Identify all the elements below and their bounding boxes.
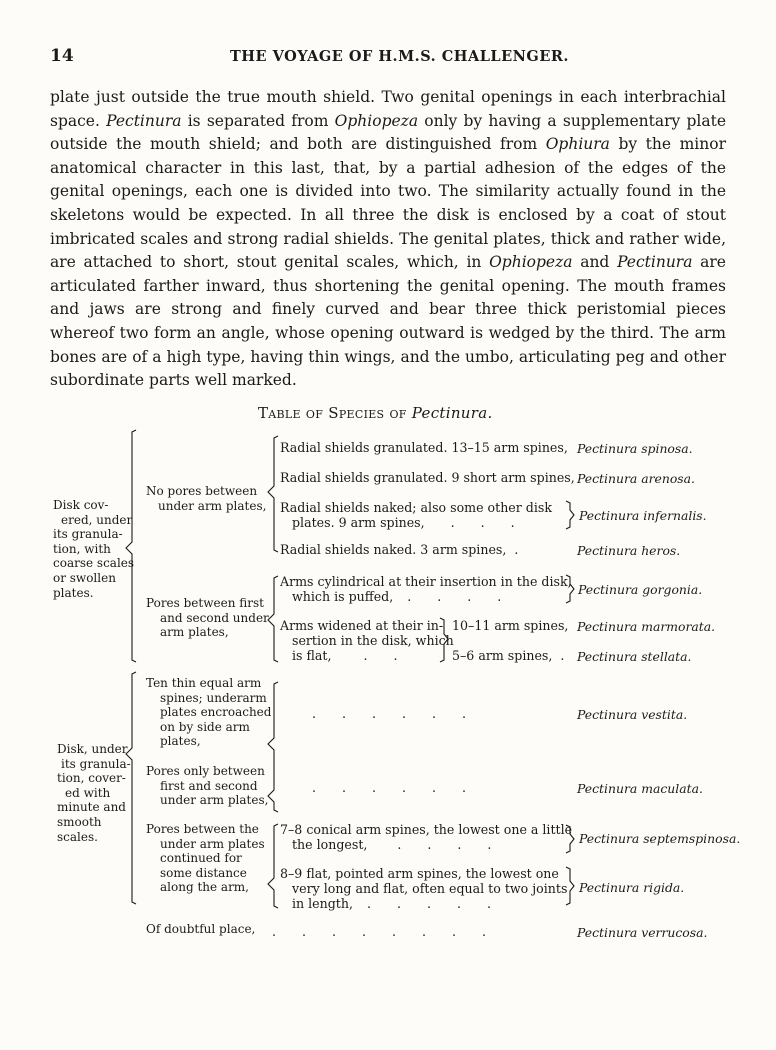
desc-line — [280, 648, 454, 663]
disk-coarse-label — [53, 498, 134, 600]
label-line: and second under — [160, 610, 269, 625]
row-infernalis-desc — [280, 500, 552, 530]
label-line: minute and — [57, 800, 126, 815]
label-line: plates. — [53, 585, 94, 600]
label-line: Disk cov- — [53, 498, 109, 512]
label-line: scales. — [57, 829, 98, 844]
brace-no-pores — [268, 436, 278, 552]
leader-dots: . — [560, 648, 565, 663]
label-line: Pores between the — [146, 822, 259, 836]
row-gorgonia-desc — [280, 574, 572, 604]
label-line: ed with — [65, 785, 111, 800]
group-pores-first-second — [146, 596, 269, 640]
desc-line: very long and flat, often equal to two joints — [292, 881, 568, 897]
running-title: THE VOYAGE OF H.M.S. CHALLENGER. — [230, 48, 569, 65]
species-rigida: Pectinura rigida. — [579, 880, 685, 895]
label-line: Disk, under — [57, 742, 128, 756]
species-vestita: Pectinura vestita. — [577, 707, 688, 722]
label-line: Ten thin equal arm — [146, 676, 262, 690]
page-number: 14 — [50, 46, 74, 66]
label-line: No pores between — [146, 484, 258, 498]
label-line: on by side arm — [160, 719, 250, 734]
body-sentence: and — [572, 253, 618, 272]
row-widened-desc — [280, 618, 454, 664]
desc-line: Arms cylindrical at their insertion in the disk, — [280, 574, 572, 589]
desc-line — [280, 515, 552, 530]
label-line: along the arm, — [160, 880, 249, 895]
species-septemspinosa: Pectinura septemspinosa. — [579, 831, 741, 846]
species-infernalis: Pectinura infernalis. — [579, 508, 707, 523]
desc-line: 8–9 flat, pointed arm spines, the lowest one — [280, 866, 559, 881]
label-line: tion, with — [53, 541, 111, 556]
row-stellata-desc — [452, 648, 564, 663]
row-septem-desc — [280, 822, 572, 852]
brace-continued — [268, 824, 278, 908]
label-line: ered, under — [61, 512, 133, 527]
table-title-prefix: Table of Species of — [258, 404, 407, 422]
desc-line: 7–8 conical arm spines, the lowest one a little — [280, 822, 573, 837]
species-gorgonia: Pectinura gorgonia. — [578, 582, 703, 597]
label-line: plates encroached — [160, 705, 272, 720]
body-sentence: only by having a supplementary plate outside the mouth shield; and both are distinguished from — [50, 111, 726, 154]
label-line: its granula- — [61, 756, 131, 771]
group-pores-continued — [146, 822, 265, 895]
desc-line — [280, 896, 567, 911]
species-stellata: Pectinura stellata. — [577, 649, 692, 664]
genus-name: Ophiura — [545, 135, 610, 154]
genus-name: Pectinura — [617, 253, 693, 272]
leader-dots: .... — [407, 589, 528, 605]
species-spinosa: Pectinura spinosa. — [577, 441, 693, 456]
genus-name: Ophiopeza — [489, 253, 573, 272]
desc-line — [280, 837, 572, 852]
row-arenosa-desc: Radial shields granulated. 9 short arm spines, — [280, 470, 575, 485]
label-line: continued for — [160, 851, 242, 866]
label-line: some distance — [160, 865, 247, 880]
disk-minute-label — [57, 742, 131, 844]
body-sentence: is separated from — [181, 111, 335, 130]
species-arenosa: Pectinura arenosa. — [577, 471, 695, 486]
label-line: arm plates, — [160, 625, 229, 640]
group-no-pores — [146, 484, 266, 513]
leader-dots: ...... — [312, 706, 493, 721]
species-verrucosa: Pectinura verrucosa. — [577, 925, 708, 940]
table-title-genus: Pectinura. — [411, 404, 493, 422]
desc-line: Radial shields naked; also some other disk — [280, 500, 552, 515]
label-line: Pores between first — [146, 596, 264, 610]
desc-line — [280, 589, 572, 604]
species-heros: Pectinura heros. — [577, 543, 681, 558]
desc-text: which is puffed, — [292, 589, 394, 605]
desc-line: Arms widened at their in- — [280, 618, 444, 633]
genus-name: Ophiopeza — [334, 111, 419, 130]
label-line: smooth — [57, 814, 102, 829]
desc-text: the longest, — [292, 837, 368, 853]
species-maculata: Pectinura maculata. — [577, 781, 703, 796]
brace-pores-first-second — [268, 576, 278, 662]
label-line: coarse scales — [53, 556, 135, 571]
genus-name: Pectinura — [106, 111, 182, 130]
desc-text: plates. 9 arm spines, — [292, 515, 425, 531]
label-line: plates, — [160, 734, 201, 749]
group-doubtful: Of doubtful place, — [146, 922, 256, 936]
leader-dots: ..... — [366, 896, 518, 912]
group-pores-only — [146, 764, 268, 808]
group-ten-thin — [146, 676, 271, 749]
leader-dots: ........ — [272, 924, 513, 939]
label-line: its granula- — [53, 527, 123, 542]
leader-dots: ...... — [312, 780, 493, 795]
desc-text: in length, — [292, 896, 353, 912]
label-line: Pores only between — [146, 764, 265, 778]
brace-infernalis — [566, 501, 574, 529]
brace-pores-only — [268, 776, 278, 812]
leader-dots: .. — [363, 648, 424, 664]
label-line: tion, cover- — [57, 771, 126, 786]
label-line: under arm plates — [160, 836, 265, 851]
desc-text: is flat, — [292, 648, 332, 664]
label-line: or swollen — [53, 570, 116, 585]
body-sentence: are articulated farther inward, thus shortening the genital opening. The mouth frames and jaws are strong and finely curved and bear three thick peristomial pieces whereof two form an angle, whose opening outward is wedged by the third. The arm bones are of a high type, having thin wings, and the umbo, articulating peg and other subordinate parts well marked. — [50, 253, 726, 390]
species-marmorata: Pectinura marmorata. — [577, 619, 716, 634]
row-rigida-desc — [280, 866, 567, 912]
body-sentence: plate just outside the true mouth shield. Two genital openings in each interbrachial space. — [50, 88, 726, 130]
label-line: first and second — [160, 778, 258, 793]
desc-text: Radial shields naked. 3 arm spines, — [280, 542, 507, 557]
desc-line: sertion in the disk, which — [292, 633, 454, 649]
row-heros-desc — [280, 542, 518, 557]
label-line: spines; underarm — [160, 690, 267, 705]
leader-dots: . — [514, 542, 519, 557]
leader-dots: .... — [397, 837, 518, 853]
leader-dots: ... — [450, 515, 541, 531]
row-marmorata-desc: 10–11 arm spines, — [452, 618, 569, 633]
row-spinosa-desc: Radial shields granulated. 13–15 arm spines, — [280, 440, 568, 455]
body-sentence: by the minor anatomical character in this last, that, by a partial adhesion of the edges of the genital openings, each one is divided into two. The similarity actually found in the skeletons would be expected. In all three the disk is enclosed by a coat of stout imbricated scales and strong radial shields. The genital plates, thick and rather wide, are attached to short, stout genital scales, which, in — [50, 135, 726, 272]
label-line: under arm plates, — [160, 793, 269, 808]
desc-text: 5–6 arm spines, — [452, 648, 553, 663]
label-line: under arm plates, — [158, 498, 267, 513]
